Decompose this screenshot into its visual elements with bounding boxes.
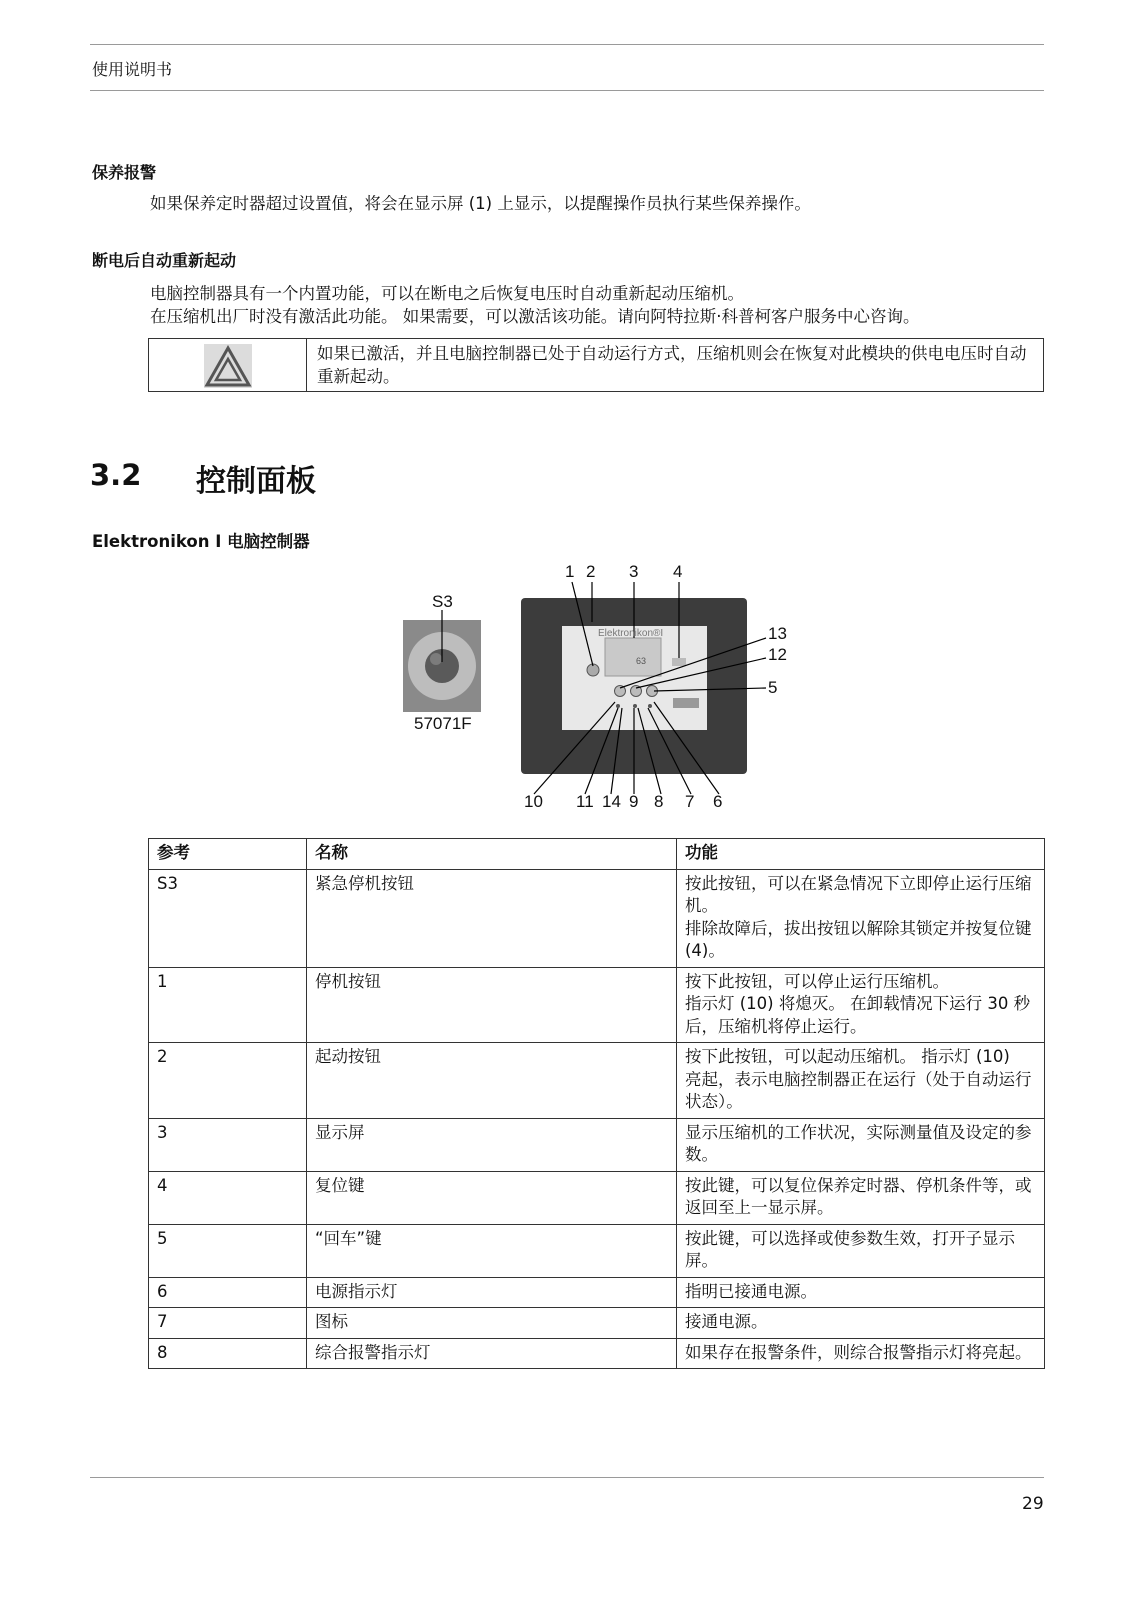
cell-name: 起动按钮	[307, 1043, 677, 1119]
cell-ref: 2	[149, 1043, 307, 1119]
section-number: 3.2	[90, 458, 142, 492]
table-header-row	[149, 839, 1045, 870]
col-header-function: 功能	[677, 839, 1045, 870]
cell-function: 按此按钮，可以在紧急情况下立即停止运行压缩机。 排除故障后，拔出按钮以解除其锁定并按复位键 (4)。	[677, 869, 1045, 967]
table-row	[149, 1224, 1045, 1277]
header-rule-bottom	[90, 90, 1044, 91]
cell-function: 如果存在报警条件，则综合报警指示灯将亮起。	[677, 1338, 1045, 1369]
table-row	[149, 1171, 1045, 1224]
callout-1: 1	[565, 562, 575, 581]
cell-function: 按下此按钮，可以起动压缩机。 指示灯 (10) 亮起，表示电脑控制器正在运行（处于自动运行状态）。	[677, 1043, 1045, 1119]
section-title: 控制面板	[196, 464, 316, 499]
figure-display-value: 63	[636, 656, 647, 666]
callout-5: 5	[768, 678, 778, 697]
cell-ref: 3	[149, 1118, 307, 1171]
callout-2: 2	[586, 562, 596, 581]
cell-name: 显示屏	[307, 1118, 677, 1171]
callout-10: 10	[524, 792, 543, 811]
subsection-title: Elektronikon I 电脑控制器	[92, 532, 310, 551]
cell-name: 停机按钮	[307, 967, 677, 1043]
note-box	[148, 338, 1044, 392]
cell-ref: 1	[149, 967, 307, 1043]
cell-name: 图标	[307, 1308, 677, 1339]
note-text: 如果已激活，并且电脑控制器已处于自动运行方式，压缩机则会在恢复对此模块的供电电压时自动重新起动。	[317, 344, 1027, 386]
table-row	[149, 1277, 1045, 1308]
table-row	[149, 1043, 1045, 1119]
callout-4: 4	[673, 562, 683, 581]
callout-6: 6	[713, 792, 723, 811]
callout-13: 13	[768, 624, 787, 643]
page-number: 29	[1022, 1494, 1044, 1514]
figure-screen-text: Elektronikon®I	[598, 628, 664, 639]
auto-restart-line2: 在压缩机出厂时没有激活此功能。 如果需要，可以激活该功能。请向阿特拉斯·科普柯客户服务中心咨询。	[150, 307, 920, 326]
callout-7: 7	[685, 792, 695, 811]
callout-11: 11	[576, 792, 594, 811]
cell-ref: 5	[149, 1224, 307, 1277]
cell-function: 接通电源。	[677, 1308, 1045, 1339]
callout-12: 12	[768, 645, 787, 664]
table-row	[149, 1338, 1045, 1369]
callout-3: 3	[629, 562, 639, 581]
callout-8: 8	[654, 792, 664, 811]
cell-ref: S3	[149, 869, 307, 967]
note-divider	[306, 339, 307, 391]
cell-function: 按下此按钮，可以停止运行压缩机。 指示灯 (10) 将熄灭。 在卸载情况下运行 30 秒后，压缩机将停止运行。	[677, 967, 1045, 1043]
cell-name: 紧急停机按钮	[307, 869, 677, 967]
col-header-ref: 参考	[149, 839, 307, 870]
controller-figure	[400, 560, 800, 815]
cell-function: 指明已接通电源。	[677, 1277, 1045, 1308]
warning-triangle-icon	[204, 344, 252, 392]
cell-ref: 4	[149, 1171, 307, 1224]
cell-function: 显示压缩机的工作状况，实际测量值及设定的参数。	[677, 1118, 1045, 1171]
header-rule-top	[90, 44, 1044, 45]
cell-name: 综合报警指示灯	[307, 1338, 677, 1369]
table-row	[149, 1118, 1045, 1171]
cell-name: “回车”键	[307, 1224, 677, 1277]
callout-14: 14	[602, 792, 621, 811]
auto-restart-heading: 断电后自动重新起动	[92, 251, 237, 270]
col-header-name: 名称	[307, 839, 677, 870]
header-title: 使用说明书	[92, 60, 173, 79]
table-row	[149, 967, 1045, 1043]
cell-ref: 7	[149, 1308, 307, 1339]
reference-table	[148, 838, 1045, 1369]
table-row	[149, 869, 1045, 967]
figure-code: 57071F	[414, 714, 472, 733]
cell-name: 复位键	[307, 1171, 677, 1224]
cell-function: 按此键，可以复位保养定时器、停机条件等，或返回至上一显示屏。	[677, 1171, 1045, 1224]
cell-function: 按此键，可以选择或使参数生效，打开子显示屏。	[677, 1224, 1045, 1277]
footer-rule	[90, 1477, 1044, 1478]
maintenance-heading: 保养报警	[92, 163, 157, 182]
cell-name: 电源指示灯	[307, 1277, 677, 1308]
figure-label-s3: S3	[432, 592, 453, 611]
maintenance-text: 如果保养定时器超过设置值，将会在显示屏 (1) 上显示，以提醒操作员执行某些保养操作。	[150, 194, 811, 213]
table-row	[149, 1308, 1045, 1339]
auto-restart-line1: 电脑控制器具有一个内置功能，可以在断电之后恢复电压时自动重新起动压缩机。	[150, 284, 744, 303]
callout-9: 9	[629, 792, 639, 811]
cell-ref: 6	[149, 1277, 307, 1308]
cell-ref: 8	[149, 1338, 307, 1369]
